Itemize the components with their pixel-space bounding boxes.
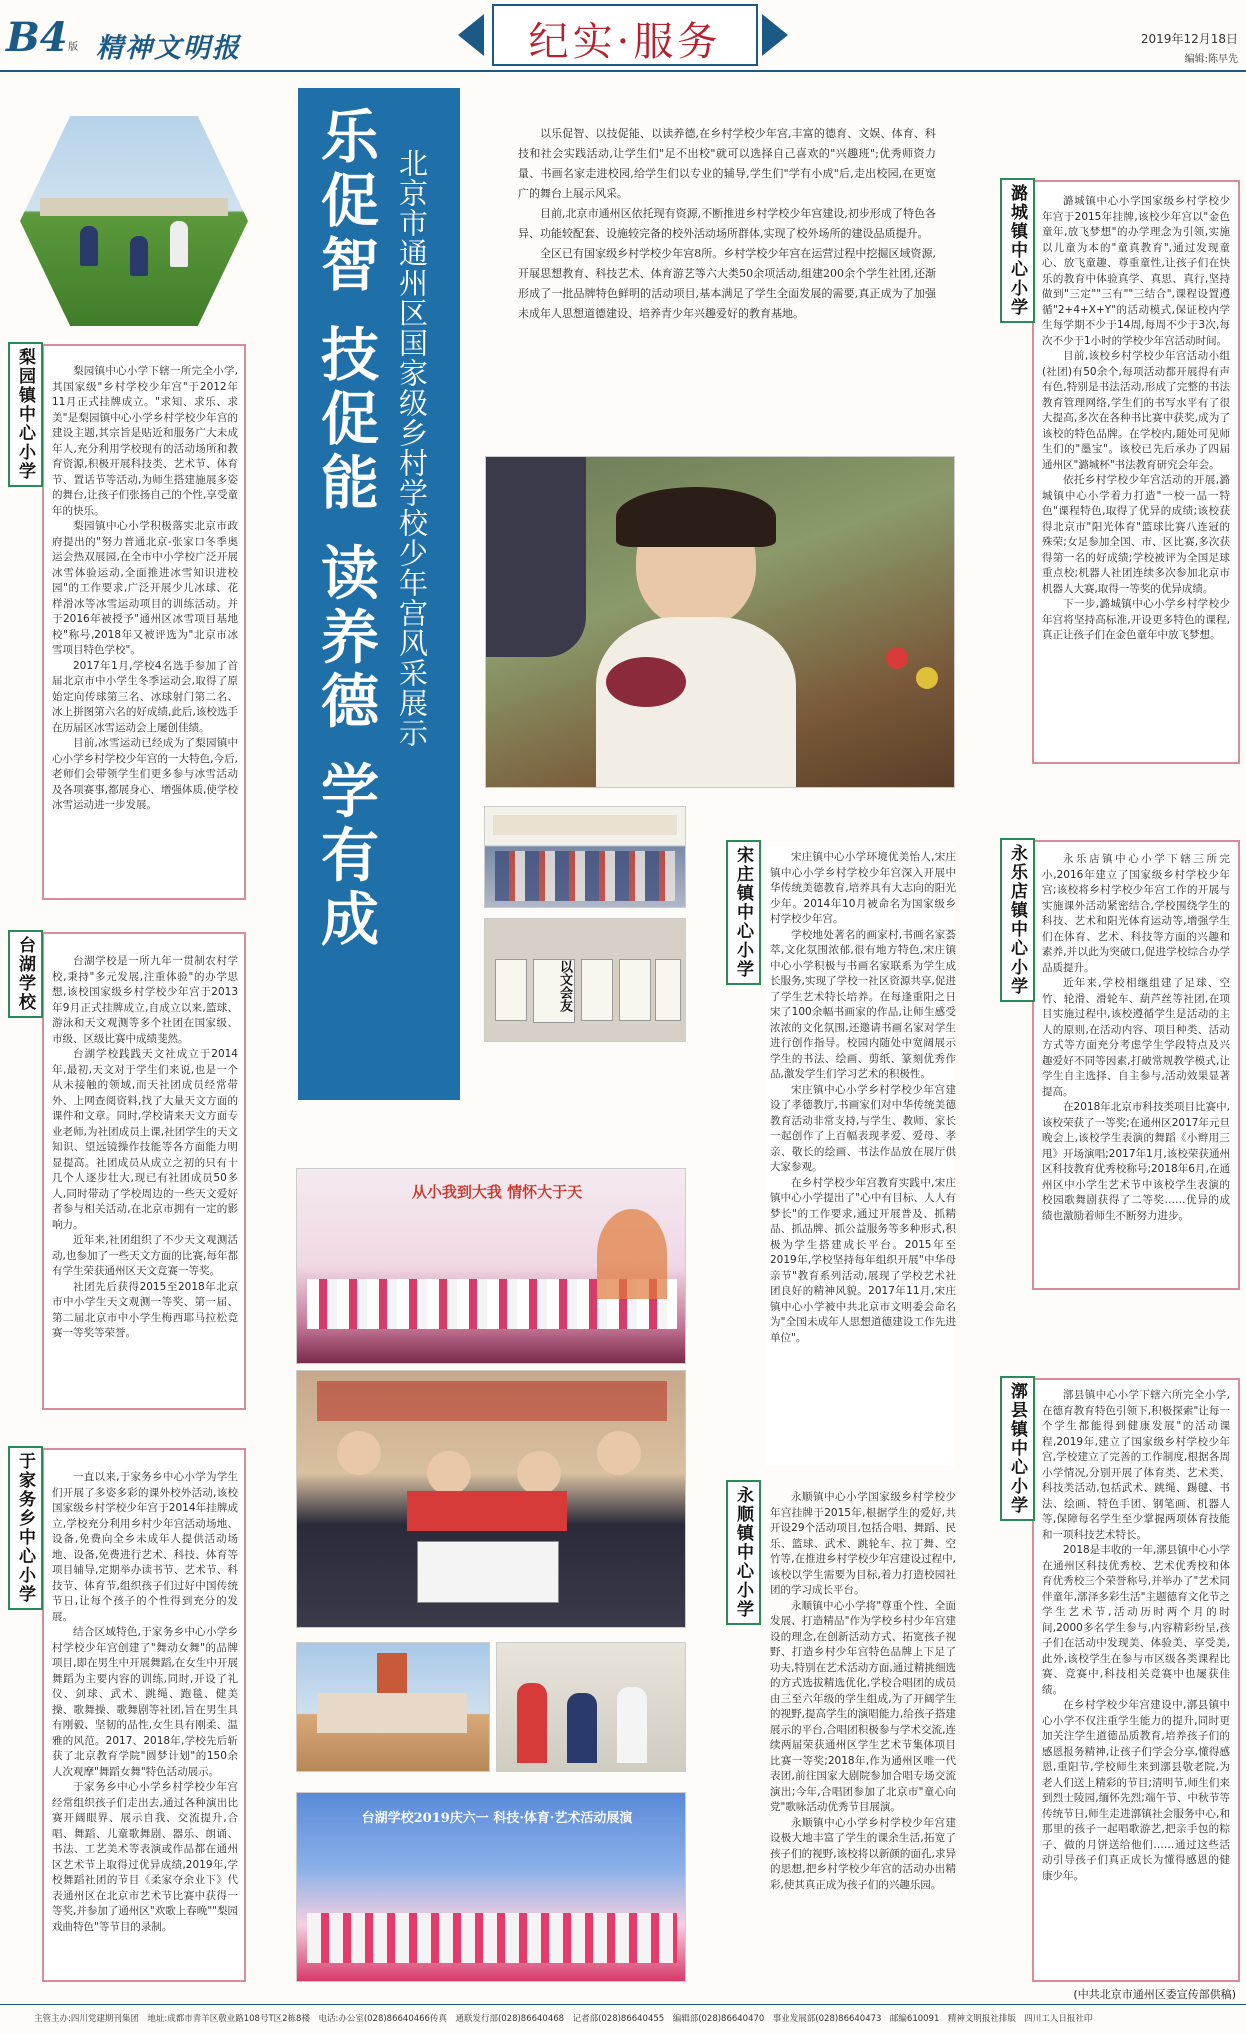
paragraph: 目前,该校乡村学校少年宫活动小组(社团)有50余个,每项活动都开展得有声有色,特别是书法活动,形成了完整的书法教育管理网络,学生们的书写水平有了很大提高,多次在各种书比赛中获奖,成为了该校的特色品牌。在学校内,随处可见师生们的"墨宝"。该校已先后承办了四届通州区"潞城杯"书法教育研究会年会。 xyxy=(1042,350,1230,471)
paragraph: 梨园镇中心小学积极落实北京市政府提出的"努力普通北京-张家口冬季奥运会热双展园,在全市中小学校广泛开展冰雪体验运动,全面推进冰雪知识进校园"的工作要求,广泛开展少儿冰球、花样滑冰等冰雪运动项目的训练活动。并于2016年被授予"通州区冰雪项目基地校"称号,2018年又被评选为"北京市冰雪项目特色学校"。 xyxy=(52,520,238,656)
yongshun-text xyxy=(770,1490,956,1893)
songzhuang-text xyxy=(770,850,956,1346)
footer-info: 主管主办:四川党建期刊集团 地址:成都市青羊区敬业路108号T区2栋8楼 电话:办公室(028)86640466传真 通联发行部(028)86640468 记者部(028)86640455 编辑部(028)86640470 事业发展部(028)86640473 邮编610091 精神文明报社排版 四川工人日报社印 xyxy=(34,2014,1093,2024)
section-label-taihu: 台湖学校 xyxy=(8,930,43,1018)
paragraph: 潞城镇中心小学国家级乡村学校少年宫于2015年挂牌,该校少年宫以"金色童年,放飞梦想"的办学理念为引领,实施以儿童为本的"童真教育",通过发现童心、放飞童趣、尊重童性,让孩子们在快乐的教育中体验真学、真思、真行,坚持做到"三定""三有""三结合",课程设置遵循"2+4+X+Y"的活动模式,保证校内学生每学期不少于14周,每周不少于3次,每次不少于1小时的学校少年宫活动时间。 xyxy=(1042,195,1230,347)
paragraph: 下一步,潞城镇中心小学乡村学校少年宫将坚持高标准,开设更多特色的课程,真正让孩子们在金色童年中放飞梦想。 xyxy=(1042,598,1230,641)
paragraph: 在乡村学校少年宫建设中,漷县镇中心小学不仅注重学生能力的提升,同时更加关注学生道德品质教育,培养孩子们的感恩报务精神,让孩子们学会分享,懂得感恩,重阳节,学校师生来到漷县敬老院,为老人们送上精彩的节目;清明节,师生们来到烈士陵园,缅怀先烈;端午节、中秋节等传统节日,师生走进漷镇社会服务中心,和那里的孩子一起唱歌游艺,把亲手包的粽子、做的月饼送给他们……通过这些活动引导孩子们真正成长为懂得感恩的健康少年。 xyxy=(1042,1699,1230,1882)
paragraph: 一直以来,于家务乡中心小学为学生们开展了多姿多彩的课外校外活动,该校国家级乡村学校少年宫于2014年挂牌成立,学校充分利用乡村少年宫活动场地、设备,免费向全乡未成年人提供活动场地、设备,免费进行艺术、科技、体育等项目辅导,定期举办读书节、艺术节、科技节、体育节,组织孩子们过好中国传统节日,让每个孩子的个性得到充分的发展。 xyxy=(52,1471,238,1623)
headline-sub: 北京市通州区国家级乡村学校少年宫风采展示 xyxy=(395,148,429,748)
yongledian-text xyxy=(1042,852,1230,1224)
paper-name: 精神文明报 xyxy=(96,33,241,64)
section-label-yongledian: 永乐店镇中心小学 xyxy=(1000,838,1035,1002)
editor-name: 编辑:陈早先 xyxy=(1184,54,1238,65)
paragraph: 永顺镇中心小学国家级乡村学校少年宫挂牌于2015年,根据学生的爱好,共开设29个活动项目,包括合唱、舞蹈、民乐、篮球、武术、跳轮车、拉丁舞、空竹等,在推进乡村学校少年宫建设过程中,该校以学生需要为目标,着力打造校园社团的学习成长平台。 xyxy=(770,1491,956,1596)
section-title: 纪实·服务 xyxy=(528,19,722,65)
paragraph: 在乡村学校少年宫教育实践中,宋庄镇中心小学提出了"心中有目标、人人有梦长"的工作要求,通过开展普及、抓精品、抓品牌、抓公益服务等多种形式,积极为学生搭建成长平台。2015年至2019年,学校坚持每年组织开展"中华母亲节"教育系列活动,展现了学校艺术社团良好的精神风貌。2017年11月,宋庄镇中心小学被中共北京市文明委会命名为"全国未成年人思想道德建设工作先进单位"。 xyxy=(770,1176,956,1344)
paragraph: 台湖学校是一所九年一贯制农村学校,秉持"多元发展,注重体验"的办学思想,该校国家级乡村学校少年宫于2013年9月正式挂牌成立,自成立以来,篮球、游泳和天文观测等多个社团在国家级、市级、区级比赛中成绩斐然。 xyxy=(52,955,238,1045)
photo-stage-performance xyxy=(296,1168,686,1364)
stage-banner-text: 从小我到大我 情怀大于天 xyxy=(411,1183,583,1201)
photo-liyuan-playground xyxy=(20,116,248,326)
lucheng-text xyxy=(1042,194,1230,644)
paragraph: 在2018年北京市科技类项目比赛中,该校荣获了一等奖;在通州区2017年元旦晚会上,该校学生表演的舞蹈《小辫用三甩》开场演唱;2017年1月,该校荣获通州区科技教育优秀校称号;2018年6月,在通州区中小学生艺术节中该校学生表演的校园歌舞剧获得了二等奖……优异的成绩也激励着师生不断努力进步。 xyxy=(1042,1101,1230,1222)
paragraph: 近年来,学校相继组建了足球、空竹、轮滑、滑轮车、葫芦丝等社团,在项目实施过程中,该校遵循学生是活动的主人的原则,在活动内容、项目种类、活动方式等方面充分考虑学生学段特点及兴趣爱好不同等因素,打破常规教学模式,让学生自主选择、自主参与,活动效果显著提高。 xyxy=(1042,977,1230,1098)
paragraph: 永乐店镇中心小学下辖三所完小,2016年建立了国家级乡村学校少年宫;该校将乡村学校少年宫工作的开展与实施课外活动紧密结合,学校围绕学生的科技、艺术和阳光体育运动等,增强学生们在体育、艺术、科技等方面的兴趣和素养,并以此为突破口,促进学校综合办学品质提升。 xyxy=(1042,853,1230,974)
paragraph: 漷县镇中心小学下辖六所完全小学,在德育教育特色引领下,积极探索"让每一个学生都能得到健康发展"的活动课程,2019年,建立了国家级乡村学校少年宫,学校建立了完善的工作制度,根据各周小学情况,分别开展了体育类、艺术类、科技类活动,包括武术、跳绳、踢毽、书法、绘画、特色手团、钢笔画、机器人等,保障每名学生至少掌握两项体育技能和一项科技艺术特长。 xyxy=(1042,1389,1230,1541)
paragraph: 宋庄镇中心小学乡村学校少年宫建设了孝德教厅,书画家们对中华传统美德教育活动非常支持,与学生、教师、家长一起创作了上百幅表现孝爱、爱母、孝亲、敬长的绘画、书法作品放在展厅供大家参观。 xyxy=(770,1083,956,1173)
photo-girl-sweet-potato xyxy=(485,456,955,788)
issue-date: 2019年12月18日 xyxy=(1140,32,1238,46)
paragraph: 宋庄镇中心小学环境优美怡人,宋庄镇中心小学乡村学校少年宫深入开展中华传统美德教育,培养具有大志向的阳光少年。2014年10月被命名为国家级乡村学校少年宫。 xyxy=(770,851,956,925)
intro-text xyxy=(518,124,936,324)
paragraph: 梨园镇中心小学下辖一所完全小学,其国家级"乡村学校少年宫"于2012年11月正式挂牌成立。"求知、求乐、求美"是梨园镇中心小学乡村学校少年宫的建设主题,其宗旨是贴近和服务广大未成年人,充分利用学校现有的活动场所和教育资源,积极开展科技类、艺术节、体育节、置话节等活动,为师生搭建施展多姿的舞台,让孩子们张扬自己的个性,享受童年的快乐。 xyxy=(52,365,238,517)
section-banner xyxy=(458,2,788,68)
page-suffix: 版 xyxy=(68,42,78,53)
section-label-yongshun: 永顺镇中心小学 xyxy=(726,1480,761,1625)
childrens-day-banner: 台湖学校2019庆六一 科技·体育·艺术活动展演 xyxy=(361,1811,633,1826)
masthead xyxy=(0,0,1246,74)
section-label-yuxian: 漷县镇中心小学 xyxy=(1000,1376,1035,1521)
paragraph: 2018是丰收的一年,漷县镇中心小学在通州区科技优秀校、艺术优秀校和体育优秀校三个荣誉称号,并举办了"艺术同伴童年,漷泽多彩生活"主题德育文化节之学生艺术节,活动历时两个月的时间,2000多名学生参与,内容精彩纷呈,孩子们在活动中发现美、体验美、享受美,此外,该校学生在参与市区级各类课程比赛、竞赛中,科技相关竞赛中也屡获佳绩。 xyxy=(1042,1544,1230,1696)
paragraph: 社团先后获得2015至2018年北京市中小学生天文观测一等奖、第一届、第二届北京市中小学生梅西耶马拉松竞赛一等奖等荣誉。 xyxy=(52,1280,238,1339)
intro-paragraph: 目前,北京市通州区依托现有资源,不断推进乡村学校少年宫建设,初步形成了特色各异、功能较配套、设施较完备的校外活动场所群体,实现了校外场所的建设品质提升。 xyxy=(518,207,936,240)
photo-school-building xyxy=(296,1642,490,1772)
liyuan-text xyxy=(52,364,238,814)
paragraph: 台湖学校践践天文社成立于2014年,最初,天文对于学生们来说,也是一个从未接触的领域,而天社团成员经常带外、上网查阅资料,找了大量天文方面的课件和文章。同时,学校请来天文方面专业老师,为社团成员上课,社团学生的天文知识、望远镜操作技能等各方面能力明显提高。社团成员从成立之初的只有十几个人逐步壮大,现已有社团成员50多人,同时带动了学校周边的一些天文爱好者参与相关活动,在北京市拥有一定的影响力。 xyxy=(52,1048,238,1231)
headline-bar xyxy=(298,88,460,1100)
yuxian-text xyxy=(1042,1388,1230,1884)
intro-paragraph: 全区已有国家级乡村学校少年宫8所。乡村学校少年宫在运营过程中挖掘区域资源,开展思想教育、科技艺术、体育游艺等六大类50余项活动,组建200余个学生社团,还渐形成了一批品牌特色鲜明的活动项目,基本满足了学生全面发展的需要,真正成为了加强未成年人思想道德建设、培养青少年兴趣爱好的教育基地。 xyxy=(518,247,936,320)
taihu-text xyxy=(52,954,238,1342)
paragraph: 永顺镇中心小学乡村学校少年宫建设极大地丰富了学生的课余生活,拓宽了孩子们的视野,该校将以新颜的面孔,求异的思想,把乡村学校少年宫的活动办出精彩,使其真正成为孩子们的兴趣乐园。 xyxy=(770,1816,956,1891)
section-label-lucheng: 潞城镇中心小学 xyxy=(1000,178,1035,323)
headline-main: 乐促智 技促能 读养德 学有成 xyxy=(311,106,379,953)
section-label-songzhuang: 宋庄镇中心小学 xyxy=(726,840,761,985)
photo-childrens-day xyxy=(296,1792,686,1982)
paragraph: 2017年1月,学校4名选手参加了首届北京市中小学生冬季运动会,取得了原始定向传球第三名、冰球射门第二名、冰上拼图第六名的好成绩,此后,该校选手在历届区冰雪运动会上屡创佳绩。 xyxy=(52,659,238,734)
paragraph: 结合区域特色,于家务乡中心小学乡村学校少年宫创建了"舞动女舞"的品牌项目,即在男生中开展舞蹈,在女生中开展舞蹈为主要内容的训练,同时,开设了礼仪、剑球、武术、跳绳、跑毯、健美操、歌舞操、歌舞剧等社团,旨在男生具有刚毅、坚韧的品性,女生具有刚柔、温雅的风范。2017、2018年,学校先后斩获了北京教育学院"圆梦计划"的150余人次观摩"舞蹈女舞"特色活动展示。 xyxy=(52,1626,238,1778)
paragraph: 目前,冰雪运动已经成为了梨园镇中心小学乡村学校少年宫的一大特色,今后,老师们会带领学生们更多参与冰雪活动及各项赛事,都展身心、增强体质,使学校冰雪运动进一步发展。 xyxy=(52,737,238,811)
photo-award-ceremony xyxy=(296,1370,686,1628)
photo-group-banner xyxy=(484,806,686,908)
intro-paragraph: 以乐促智、以技促能、以读养德,在乡村学校少年宫,丰富的德育、文娱、体育、科技和社会实践活动,让学生们"足不出校"就可以选择自己喜欢的"兴趣班";优秀师资力量、书画名家走进校园,给学生们以专业的辅导,学生们"学有小成"后,走出校园,在更宽广的舞台上展示风采。 xyxy=(518,127,936,200)
photo-calligraphy-scrolls xyxy=(484,918,686,1042)
source-credit: (中共北京市通州区委宣传部供稿) xyxy=(1073,1988,1236,2001)
yujiawu-text xyxy=(52,1470,238,1935)
paragraph: 永顺镇中心小学将"尊重个性、全面发展、打造精品"作为学校乡村少年宫建设的理念,在创新活动方式、拓宽孩子视野、打造乡村少年宫特色品牌上下足了功夫,特别在艺术活动方面,通过精挑细选的方式选拔精选优化,学校合唱团的成员由三至六年级的学生组成,为了开阔学生的视野,提高学生的演唱能力,给孩子搭建展示的平台,合唱团积极参与学术交流,连续两届荣获通州区学生艺术节集体项目比赛一等奖;2018年,作为通州区唯一代表团,前往国家大剧院参加合唱专场交流演出;今年,合唱团参加了北京市"童心向党"歌咏活动优秀节目展演。 xyxy=(770,1599,956,1813)
section-label-yujiawu: 于家务乡中心小学 xyxy=(8,1446,43,1610)
section-label-liyuan: 梨园镇中心小学 xyxy=(8,342,43,487)
paragraph: 学校地处著名的画家村,书画名家荟萃,文化氛围浓郁,很有地方特色,宋庄镇中心小学积极与书画名家联系为学生成长服务,实现了学校一社区资源共享,促进了学生艺术特长培养。在每逢重阳之日宋了100余幅书画家的作品,让师生感受浓浓的文化氛围,还邀请书画名家对学生进行创作指导。校园内随处中宽阔展示学生的书法、绘画、剪纸、篆刻优秀作品,激发学生们学习艺术的积极性。 xyxy=(770,928,956,1080)
paragraph: 于家务乡中心小学乡村学校少年宫经常组织孩子们走出去,通过各种演出比赛开阔眼界、展示自我、交流提升,合唱、舞蹈、儿童歌舞剧、器乐、朗诵、书法、工艺美术等表演或作品都在通州区艺术节上取得过优异成绩,2019年,学校舞蹈社团的节目《柔家夺余业下》代表通州区在北京市艺术节比赛中获得一等奖,并参加了通州区"欢歌上春晚""梨园戏曲特色"等节目的录制。 xyxy=(52,1781,238,1933)
paragraph: 依托乡村学校少年宫活动的开展,潞城镇中心小学着力打造"一校一品一特色"课程特色,取得了优异的成绩;该校获得北京市"阳光体育"篮球比赛八连冠的殊荣;女足参加全国、市、区比赛,多次获得第一名的好成绩;学校被评为全国足球重点校;机器人社团连续多次参加北京市机器人大赛,取得一等奖的优异成绩。 xyxy=(1042,474,1230,595)
paragraph: 近年来,社团组织了不少天文观测活动,也参加了一些天文方面的比赛,每年都有学生荣获通州区天文竞赛一等奖。 xyxy=(52,1234,238,1277)
photo-students-activity xyxy=(496,1642,686,1772)
left-arrow-shape xyxy=(458,14,484,56)
scroll-text: 以文会友 xyxy=(533,959,575,1023)
right-arrow-shape xyxy=(762,14,788,56)
page-number: B4 xyxy=(6,14,68,61)
